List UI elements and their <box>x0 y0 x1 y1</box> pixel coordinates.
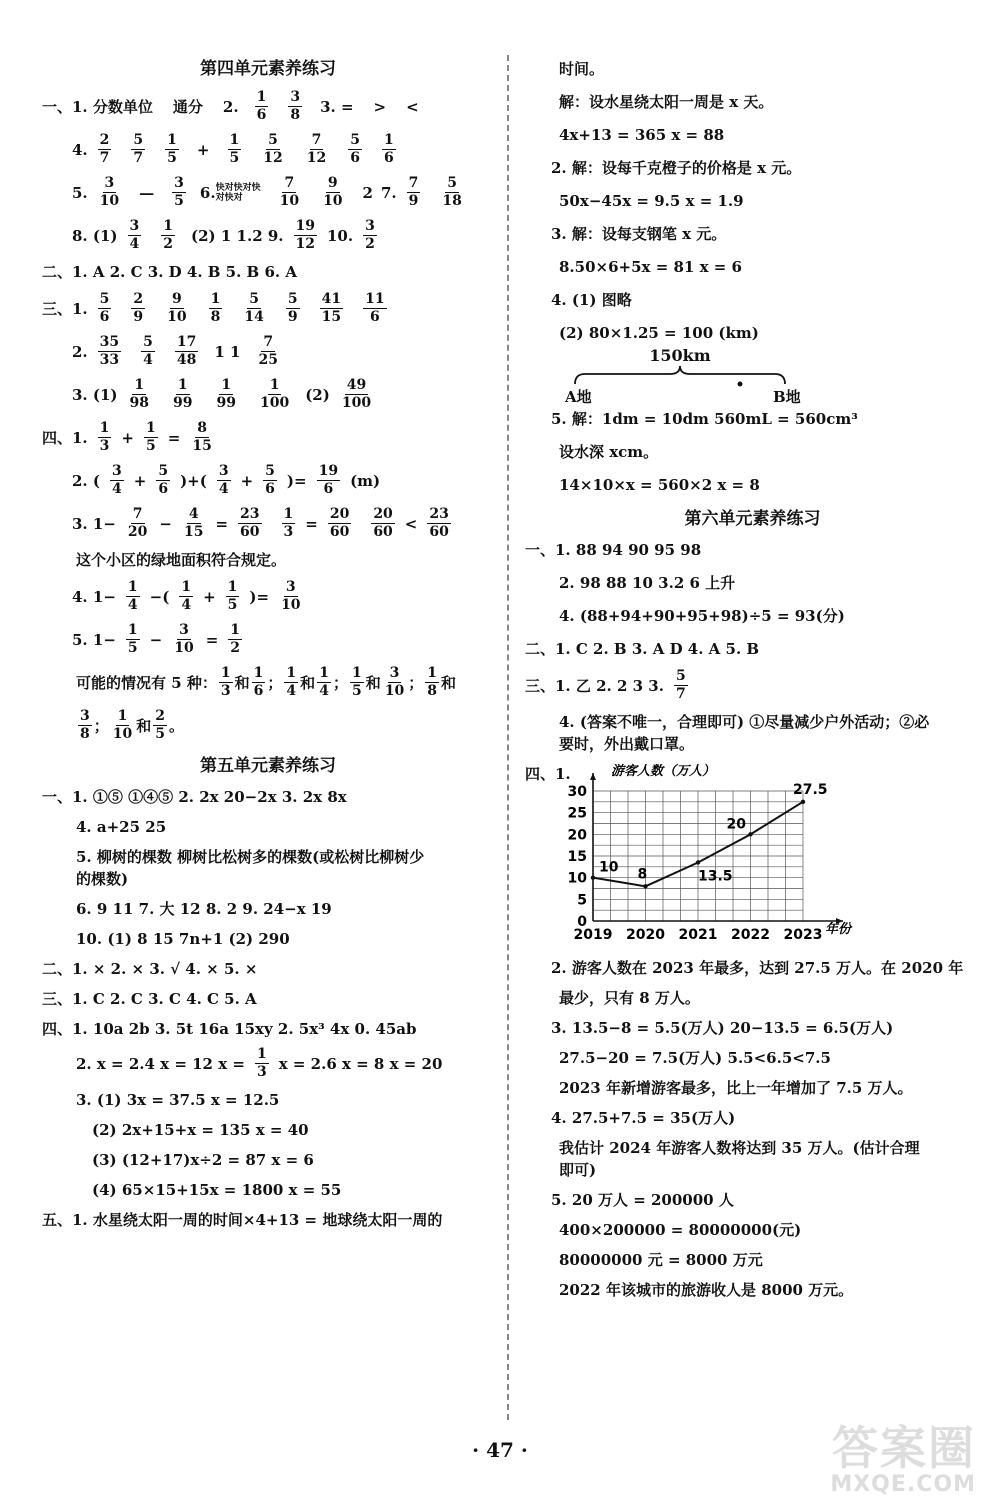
page-number: · 47 · <box>472 1438 528 1462</box>
data-label: 8 <box>637 866 648 883</box>
u4-s4-line-2: 2. ( $\frac{3}{4}$ + $\frac{5}{6}$ )+( $\frac{3}{4}$ + $\frac{5}{6}$ )= $\frac{19}{6}$ (m) <box>72 463 381 497</box>
u5-line: 四、1. 10a 2b 3. 5t 16a 15xy 2. 5x³ 4x 0. 45ab <box>42 1020 417 1038</box>
r-line: 3. 13.5−8 = 5.5(万人) 20−13.5 = 6.5(万人) <box>551 1019 894 1037</box>
data-point <box>643 884 647 888</box>
x-tick-label: 2023 <box>783 927 823 943</box>
fraction: $\frac{5}{12}$ <box>263 132 283 166</box>
u5-line: 4. a+25 25 <box>76 818 167 836</box>
u5-line: 二、1. × 2. × 3. √ 4. × 5. × <box>42 960 258 978</box>
fraction: $\frac{1}{5}$ <box>167 132 177 166</box>
fraction: $\frac{2}{7}$ <box>99 132 110 166</box>
unit4-title: 第四单元素养练习 <box>200 59 336 79</box>
fraction: $\frac{3}{4}$ <box>129 218 140 252</box>
r-line: 3. 解：设每支钢笔 x 元。 <box>551 225 727 243</box>
fraction: $\frac{1}{6}$ <box>383 132 394 166</box>
u4-s4-line-3: 3. 1− $\frac{7}{20}$ − $\frac{4}{15}$ = $\frac{23}{60}$ $\frac{1}{3}$ = $\frac{20}{60}$ $\frac{20}{60}$ < $\frac{23}{60}$ <box>72 506 449 540</box>
r-line: 27.5−20 = 7.5(万人) 5.5<6.5<7.5 <box>559 1049 831 1067</box>
u5-x-line: 2. x = 2.4 x = 12 x = $\frac{1}{3}$ x = 2.6 x = 8 x = 20 <box>76 1046 443 1080</box>
u4-line-8: 8. (1) $\frac{3}{4}$ $\frac{1}{2}$ (2) 1 1.2 9. $\frac{19}{12}$ 10. $\frac{3}{2}$ <box>72 218 375 252</box>
y-axis-arrow <box>590 773 596 780</box>
fraction: $\frac{19}{12}$ <box>295 218 315 252</box>
u5-eq: (2) 2x+15+x = 135 x = 40 <box>92 1121 309 1139</box>
r-line: 4. 27.5+7.5 = 35(万人) <box>551 1109 736 1127</box>
fraction: $\frac{3}{5}$ <box>174 175 184 209</box>
u4-line-5: 5. $\frac{3}{10}$ — $\frac{3}{5}$ 6. 快对快对快对快对 $\frac{7}{10}$ $\frac{9}{10}$ 2 7. $\frac{7}{9}$ $\frac{5}{18}$ <box>72 175 462 209</box>
x-tick-label: 2020 <box>626 927 665 943</box>
left-column <box>42 50 494 1231</box>
y-tick-label: 20 <box>567 827 587 844</box>
fraction: $\frac{1}{6}$ <box>256 89 267 123</box>
u4-line-4: 4. $\frac{2}{7}$ $\frac{5}{7}$ $\frac{1}{5}$ + $\frac{1}{5}$ $\frac{5}{12}$ $\frac{7}{12}$ $\frac{5}{6}$ $\frac{1}{6}$ <box>72 132 394 166</box>
r-line: 2022 年该城市的旅游收人是 8000 万元。 <box>559 1281 854 1299</box>
fraction: $\frac{1}{2}$ <box>163 218 174 252</box>
fraction: $\frac{5}{7}$ <box>133 132 144 166</box>
unit5-title: 第五单元素养练习 <box>200 756 336 776</box>
data-point <box>801 800 805 804</box>
u5-line: 一、1. ①⑤ ①④⑤ 2. 2x 20−2x 3. 2x 8x <box>42 788 347 806</box>
r-line: 时间。 <box>559 60 605 78</box>
fraction: $\frac{7}{9}$ <box>408 175 419 209</box>
fraction: $\frac{5}{6}$ <box>350 132 360 166</box>
u5-line: 10. (1) 8 15 7n+1 (2) 290 <box>76 930 290 948</box>
y-axis-label: 游客人数（万人） <box>611 764 716 779</box>
r-line: 2023 年新增游客最多，比上一年增加了 7.5 万人。 <box>559 1079 913 1097</box>
brace-label: 150km <box>649 346 711 365</box>
fraction: $\frac{3}{2}$ <box>365 218 375 252</box>
r-line: 8.50×6+5x = 81 x = 6 <box>559 258 742 276</box>
y-tick-label: 5 <box>577 892 587 909</box>
x-axis-label: 年份 <box>825 922 852 937</box>
u5-eq: (3) (12+17)x÷2 = 87 x = 6 <box>92 1151 314 1169</box>
r-line: 设水深 xcm。 <box>559 443 659 461</box>
r-line: 最少，只有 8 万人。 <box>559 989 700 1007</box>
r-line: 5. 解：1dm = 10dm 560mL = 560cm³ <box>551 410 858 428</box>
fraction: $\frac{7}{10}$ <box>279 175 300 209</box>
fraction: $\frac{9}{10}$ <box>323 175 343 209</box>
brace-icon <box>565 364 805 388</box>
u5-eq: 五、1. 水星绕太阳一周的时间×4+13 = 地球绕太阳一周的 <box>42 1211 443 1229</box>
point-a-label: A地 <box>565 388 592 406</box>
column-divider <box>507 55 509 1420</box>
y-tick-label: 15 <box>567 849 587 865</box>
distance-brace-diagram <box>565 346 825 408</box>
r-line: (2) 80×1.25 = 100 (km) <box>559 324 759 342</box>
x-tick-label: 2021 <box>678 927 718 943</box>
u4-s4-cases: 可能的情况有 5 种： $\frac{1}{3}$ 和 $\frac{1}{6}$ ； $\frac{1}{4}$ 和 $\frac{1}{4}$ ； $\frac{1}{5}$ 和 $\frac{3}{10}$ ； $\frac{1}{8}$ 和 <box>76 665 456 699</box>
fraction: $\frac{1}{5}$ <box>229 132 240 166</box>
u6-line: 一、1. 88 94 90 95 98 <box>525 541 702 559</box>
r-line: 2. 游客人数在 2023 年最多，达到 27.5 万人。在 2020 年 <box>551 959 964 977</box>
u5-line: 5. 柳树的棵数 柳树比松树多的棵数(或松树比柳树少 <box>76 848 425 866</box>
fraction: $\frac{5}{18}$ <box>442 175 462 209</box>
u4-s4-line-1: 四、1. $\frac{1}{3}$ + $\frac{1}{5}$ = $\frac{8}{15}$ <box>42 420 212 454</box>
data-point <box>696 860 700 864</box>
r-line: 即可) <box>559 1161 597 1179</box>
watermark-logo: 答案圈 MXQE.COM <box>830 1421 976 1497</box>
u5-eq: (4) 65×15+15x = 1800 x = 55 <box>92 1181 342 1199</box>
u5-line: 6. 9 11 7. 大 12 8. 2 9. 24−x 19 <box>76 900 332 918</box>
fraction: $\frac{7}{12}$ <box>306 132 327 166</box>
u5-line: 三、1. C 2. C 3. C 4. C 5. A <box>42 990 257 1008</box>
r-line: 14×10×x = 560×2 x = 8 <box>559 476 760 494</box>
u4-s4-cases-cont: $\frac{3}{8}$ ； $\frac{1}{10}$ 和 $\frac{2}{5}$ 。 <box>80 708 185 742</box>
u4-s3-line-2: 2. $\frac{35}{33}$ $\frac{5}{4}$ $\frac{17}{48}$ 1 1 $\frac{7}{25}$ <box>72 334 278 368</box>
u4-s4-conclusion: 这个小区的绿地面积符合规定。 <box>76 551 287 569</box>
right-column <box>525 58 980 1301</box>
u4-section-2: 二、1. A 2. C 3. D 4. B 5. B 6. A <box>42 263 297 281</box>
r-line: 4. (1) 图略 <box>551 291 632 309</box>
u6-line: 4. (88+94+90+95+98)÷5 = 93(分) <box>559 607 845 625</box>
x-tick-label: 2022 <box>731 927 770 943</box>
r-line: 5. 20 万人 = 200000 人 <box>551 1191 734 1209</box>
u5-line: 的棵数) <box>76 870 129 888</box>
point-b-label: B地 <box>773 388 801 406</box>
data-label: 20 <box>726 816 746 833</box>
u6-s3-line-1: 三、1. 乙 2. 2 3 3. $\frac{5}{7}$ <box>525 668 686 702</box>
y-tick-label: 10 <box>567 870 587 887</box>
x-tick-label: 2019 <box>573 927 613 943</box>
u6-line: 4. (答案不唯一，合理即可) ①尽量减少户外活动；②必 <box>559 713 930 731</box>
r-line: 我估计 2024 年游客人数将达到 35 万人。(估计合理 <box>559 1139 920 1157</box>
y-tick-label: 25 <box>567 805 587 822</box>
r-line: 解：设水星绕太阳一周是 x 天。 <box>559 93 774 111</box>
u4-s4-line-4: 4. 1− $\frac{1}{4}$ −( $\frac{1}{4}$ + $\frac{1}{5}$ )= $\frac{3}{10}$ <box>72 579 301 613</box>
fraction: $\frac{3}{10}$ <box>99 175 120 209</box>
u4-s4-line-5: 5. 1− $\frac{1}{5}$ − $\frac{3}{10}$ = $\frac{1}{2}$ <box>72 622 241 656</box>
r-line: 2. 解：设每千克橙子的价格是 x 元。 <box>551 159 802 177</box>
r-line: 400×200000 = 80000000(元) <box>559 1221 802 1239</box>
tourist-chart-block <box>525 761 980 957</box>
u4-line-1: 一、1. 分数单位 通分 2. $\frac{1}{6}$ $\frac{3}{8}$ 3. = > < <box>42 89 419 123</box>
data-label: 27.5 <box>793 781 828 798</box>
u6-line: 二、1. C 2. B 3. A D 4. A 5. B <box>525 640 760 658</box>
y-tick-label: 0 <box>577 914 587 930</box>
y-tick-label: 30 <box>567 784 587 800</box>
u6-line: 要时，外出戴口罩。 <box>559 735 695 753</box>
data-point <box>748 832 752 836</box>
fraction: $\frac{3}{8}$ <box>290 89 301 123</box>
unit6-title: 第六单元素养练习 <box>684 509 821 529</box>
u5-eq: 3. (1) 3x = 37.5 x = 12.5 <box>76 1091 280 1109</box>
chart-item-label: 四、1. <box>525 765 571 783</box>
data-label: 10 <box>599 859 619 876</box>
r-line: 80000000 元 = 8000 万元 <box>559 1251 763 1269</box>
u4-s3-line-1: 三、1. $\frac{5}{6}$ $\frac{2}{9}$ $\frac{9}{10}$ $\frac{1}{8}$ $\frac{5}{14}$ $\frac{5}{9}$ $\frac{41}{15}$ $\frac{11}{6}$ <box>42 291 385 325</box>
tourist-line-chart <box>553 761 883 957</box>
r-line: 50x−45x = 9.5 x = 1.9 <box>559 192 744 210</box>
r-line: 4x+13 = 365 x = 88 <box>559 126 725 144</box>
data-label: 13.5 <box>698 868 733 885</box>
overlapped-text: 快对快对快对快对 <box>215 182 261 203</box>
u4-s3-line-3: 3. (1) $\frac{1}{98}$ $\frac{1}{99}$ $\frac{1}{99}$ $\frac{1}{100}$ (2) $\frac{49}{100}$ <box>72 377 372 411</box>
data-point <box>591 875 595 879</box>
u6-line: 2. 98 88 10 3.2 6 上升 <box>559 574 736 592</box>
